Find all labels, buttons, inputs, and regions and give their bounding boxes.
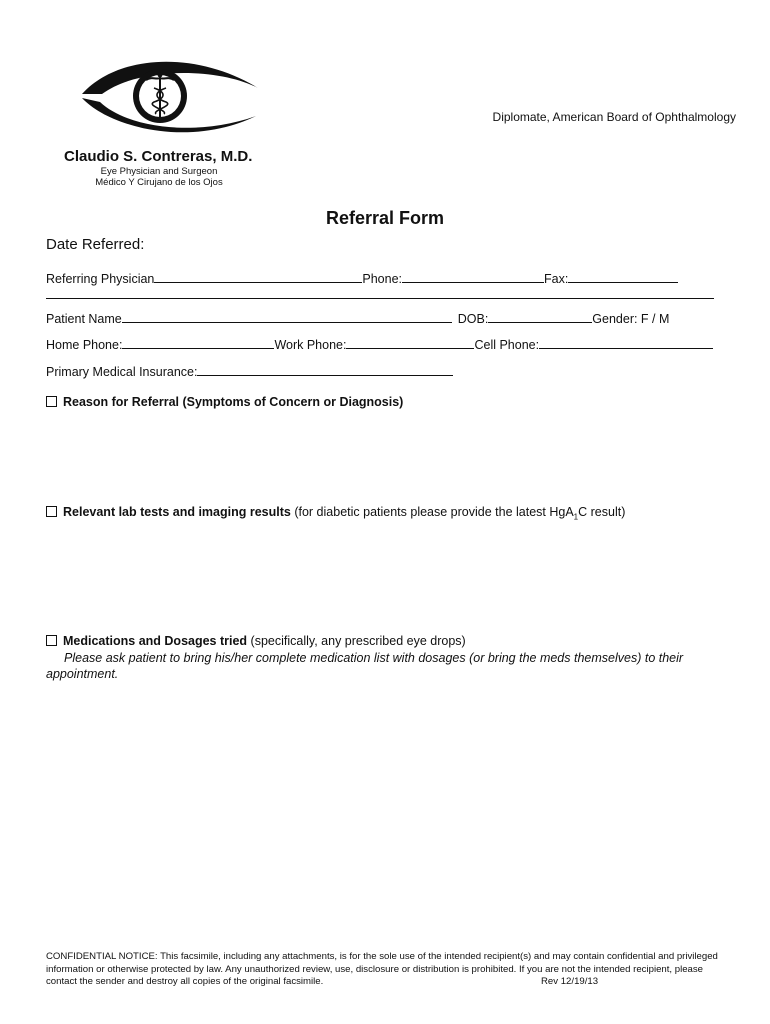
insurance-label: Primary Medical Insurance:: [46, 365, 198, 379]
fax-label: Fax:: [544, 272, 569, 286]
lab-section: [46, 505, 625, 522]
diplomate-text: Diplomate, American Board of Ophthalmology: [492, 110, 736, 124]
meds-note: (specifically, any prescribed eye drops): [247, 634, 466, 648]
meds-section: [46, 634, 466, 648]
referring-physician-label: Referring Physician: [46, 272, 155, 286]
revision-date: Rev 12/19/13: [541, 976, 599, 987]
meds-label: Medications and Dosages tried: [63, 634, 248, 648]
meds-checkbox[interactable]: [46, 635, 57, 646]
doctor-name: Claudio S. Contreras, M.D.: [64, 148, 253, 165]
patient-name-label: Patient Name: [46, 312, 122, 326]
reason-label: Reason for Referral (Symptoms of Concern or Diagnosis): [63, 395, 404, 409]
doctor-subtitle-en: Eye Physician and Surgeon: [100, 166, 218, 177]
form-title: Referral Form: [325, 208, 445, 228]
gender-label[interactable]: Gender: F / M: [592, 312, 670, 326]
dob-label: DOB:: [457, 312, 489, 326]
referring-physician-field[interactable]: [154, 271, 362, 283]
date-referred-label: Date Referred:: [46, 236, 145, 253]
work-phone-field[interactable]: [346, 337, 474, 349]
eye-caduceus-logo: [80, 58, 260, 140]
phone-field[interactable]: [402, 271, 544, 283]
divider: [46, 298, 714, 299]
home-phone-field[interactable]: [122, 337, 274, 349]
insurance-field[interactable]: [197, 364, 453, 376]
doctor-subtitle-es: Médico Y Cirujano de los Ojos: [95, 177, 223, 188]
patient-name-field[interactable]: [122, 311, 452, 323]
cell-phone-field[interactable]: [539, 337, 713, 349]
fax-field[interactable]: [568, 271, 678, 283]
cell-phone-label: Cell Phone:: [474, 338, 540, 352]
reason-section: [46, 395, 403, 409]
patient-row: [46, 311, 669, 326]
insurance-row: [46, 364, 453, 379]
lab-note: (for diabetic patients please provide the latest HgA: [290, 505, 574, 519]
phone-label: Phone:: [362, 272, 403, 286]
lab-checkbox[interactable]: [46, 506, 57, 517]
lab-subscript: 1: [573, 512, 579, 522]
reason-checkbox[interactable]: [46, 396, 57, 407]
referring-physician-row: [46, 271, 678, 286]
lab-label: Relevant lab tests and imaging results: [63, 505, 291, 519]
home-phone-label: Home Phone:: [46, 338, 123, 352]
phones-row: [46, 337, 713, 352]
lab-note-end: C result): [578, 505, 626, 519]
work-phone-label: Work Phone:: [274, 338, 347, 352]
dob-field[interactable]: [488, 311, 592, 323]
confidential-notice: CONFIDENTIAL NOTICE: This facsimile, including any attachments, is for the sole use of the intended recipient(s) and may contain confidential and privileged information or otherwise protected by law. Any unauthorized review, use, disclosure or distribution is prohibited. If you are not the intended recipient, please contact the sender and destroy all copies of the original facsimile.: [46, 951, 718, 987]
meds-instruction: Please ask patient to bring his/her complete medication list with dosages (or bring the meds themselves) to their appointment.: [46, 651, 684, 681]
